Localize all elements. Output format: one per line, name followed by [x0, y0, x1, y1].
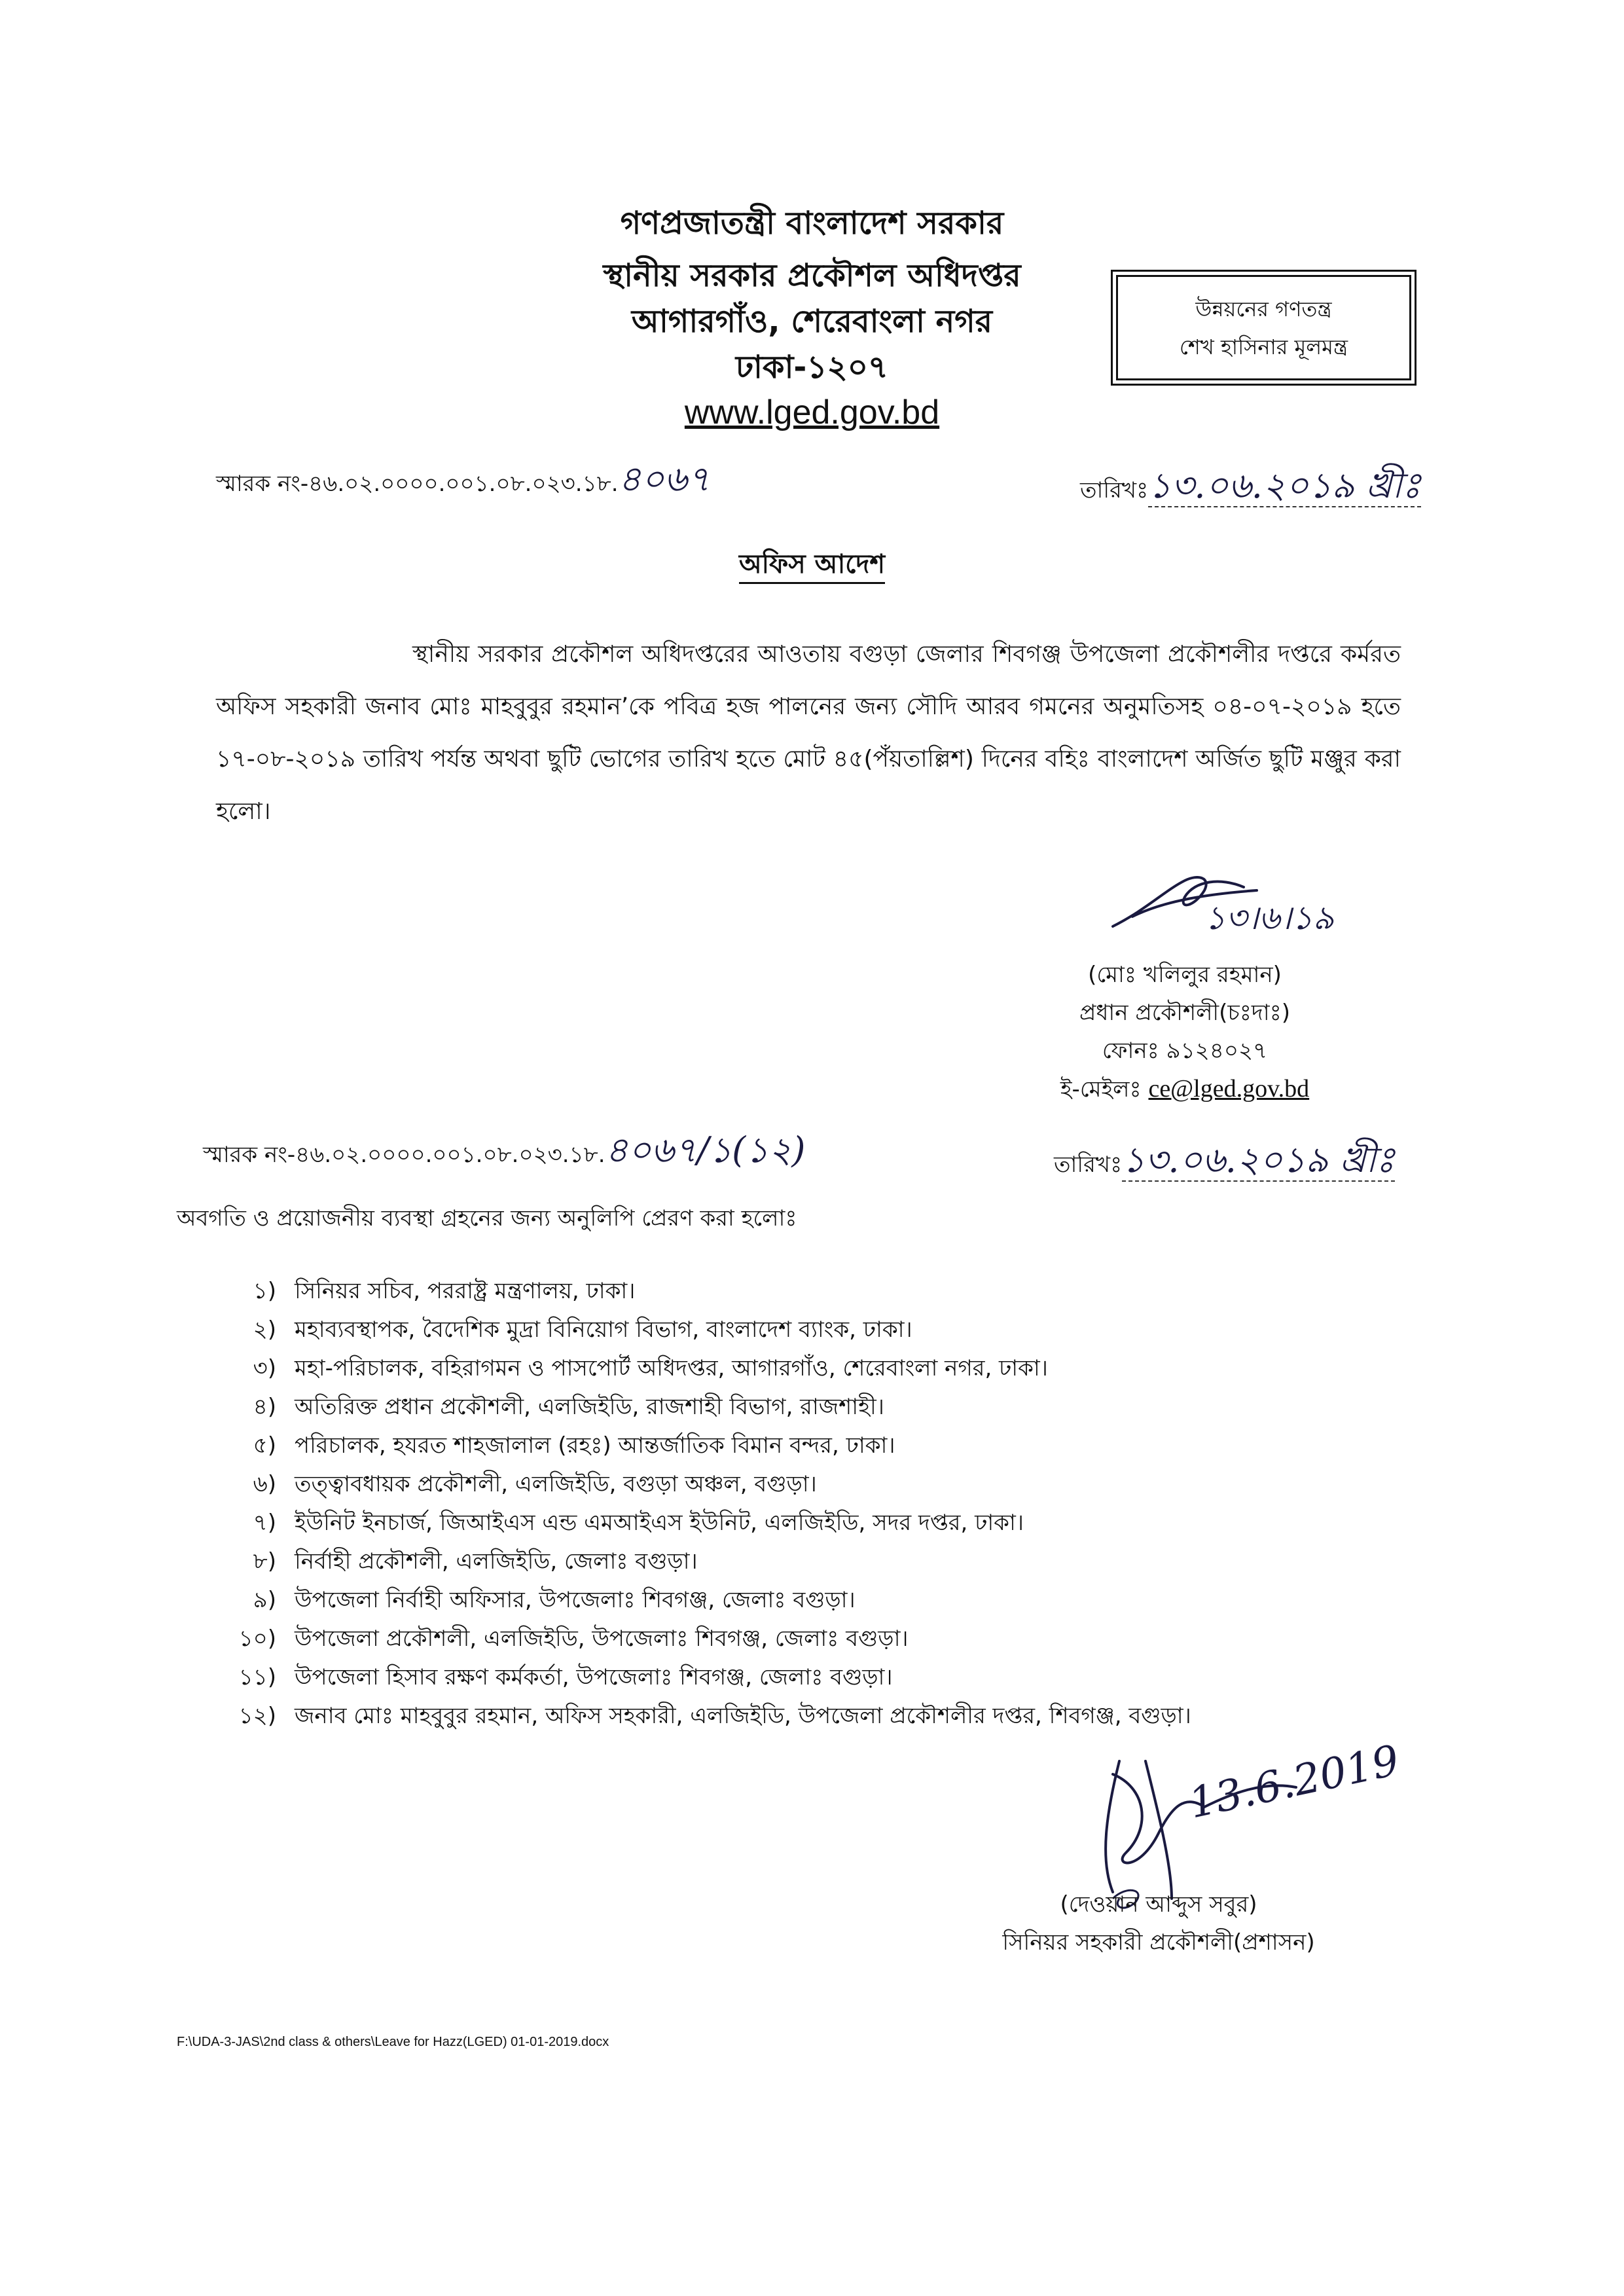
list-item [196, 1505, 1375, 1544]
list-item [196, 1660, 1375, 1698]
list-item-number: ৭) [253, 1510, 276, 1536]
list-item-text: মহাব্যবস্থাপক, বৈদেশিক মুদ্রা বিনিয়োগ বিভাগ, বাংলাদেশ ব্যাংক, ঢাকা। [295, 1317, 912, 1343]
list-item-text: উপজেলা হিসাব রক্ষণ কর্মকর্তা, উপজেলাঃ শিবগঞ্জ, জেলাঃ বগুড়া। [295, 1664, 893, 1690]
list-item-text: ইউনিট ইনচার্জ, জিআইএস এন্ড এমআইএস ইউনিট, এলজিইডি, সদর দপ্তর, ঢাকা। [295, 1510, 1024, 1536]
list-item-number: ১) [253, 1278, 276, 1304]
list-item [196, 1389, 1375, 1428]
memo-reference [216, 452, 710, 511]
signature-date-1: ১৩।৬।১৯ [1204, 899, 1335, 937]
list-item-text: নির্বাহী প্রকৌশলী, এলজিইডি, জেলাঃ বগুড়া। [295, 1548, 698, 1575]
list-item [196, 1544, 1375, 1582]
list-item-number: ৪) [253, 1394, 276, 1420]
list-item [196, 1428, 1375, 1467]
memo-reference-number-2: ৪০৬৭/১(১২) [605, 1129, 806, 1171]
website-link[interactable]: www.lged.gov.bd [684, 393, 940, 431]
slogan-line-1: উন্নয়নের গণতন্ত্র [1195, 296, 1332, 321]
list-item-text: মহা-পরিচালক, বহিরাগমন ও পাসপোর্ট অধিদপ্তর, আগারগাঁও, শেরেবাংলা নগর, ঢাকা। [295, 1355, 1048, 1381]
list-item [196, 1351, 1375, 1389]
memo-reference-2 [203, 1123, 805, 1182]
list-item-text: জনাব মোঃ মাহবুবুর রহমান, অফিস সহকারী, এলজিইডি, উপজেলা প্রকৌশলীর দপ্তর, শিবগঞ্জ, বগুড়া। [295, 1703, 1191, 1729]
memo-date-label: তারিখঃ [1080, 477, 1149, 503]
memo-date-label-2: তারিখঃ [1054, 1152, 1123, 1178]
email-label: ই-মেইলঃ [1060, 1076, 1149, 1102]
document-title-text: অফিস আদেশ [739, 549, 885, 584]
list-item [196, 1698, 1375, 1737]
list-item-number: ৮) [253, 1548, 276, 1575]
memo-date [1080, 458, 1421, 517]
list-item-text: পরিচালক, হযরত শাহজালাল (রহঃ) আন্তর্জাতিক বিমান বন্দর, ঢাকা। [295, 1432, 895, 1459]
order-body: স্থানীয় সরকার প্রকৌশল অধিদপ্তরের আওতায় বগুড়া জেলার শিবগঞ্জ উপজেলা প্রকৌশলীর দপ্তরে কর্মরত অফিস সহকারী জনাব মোঃ মাহবুবুর রহমান’কে পবিত্র হজ পালনের জন্য সৌদি আরব গমনের অনুমতিসহ ০৪-০৭-২০১৯ হতে ১৭-০৮-২০১৯ তারিখ পর্যন্ত অথবা ছুটি ভোগের তারিখ হতে মোট ৪৫(পঁয়তাল্লিশ) দিনের বহিঃ বাংলাদেশ অর্জিত ছুটি মঞ্জুর করা হলো। [216, 641, 1401, 825]
list-item [196, 1621, 1375, 1660]
department-name: স্থানীয় সরকার প্রকৌশল অধিদপ্তর [603, 257, 1021, 294]
list-item-text: অতিরিক্ত প্রধান প্রকৌশলী, এলজিইডি, রাজশাহী বিভাগ, রাজশাহী। [295, 1394, 884, 1420]
signatory-block-2 [936, 1886, 1381, 1961]
list-item-text: উপজেলা নির্বাহী অফিসার, উপজেলাঃ শিবগঞ্জ, জেলাঃ বগুড়া। [295, 1587, 856, 1613]
list-item [196, 1582, 1375, 1621]
signatory-designation-2: সিনিয়র সহকারী প্রকৌশলী(প্রশাসন) [1002, 1929, 1315, 1956]
list-item-text: উপজেলা প্রকৌশলী, এলজিইডি, উপজেলাঃ শিবগঞ্জ, জেলাঃ বগুড়া। [295, 1626, 909, 1652]
signatory-name-2: (দেওয়ান আব্দুস সবুর) [1060, 1891, 1257, 1918]
signatory-block-1 [975, 956, 1394, 1108]
city-line: ঢাকা-১২০৭ [735, 349, 889, 386]
distribution-list [196, 1273, 1375, 1737]
list-item-number: ৬) [253, 1471, 276, 1497]
list-item-number: ১২) [238, 1703, 276, 1729]
list-item-number: ৩) [253, 1355, 276, 1381]
list-item-number: ২) [253, 1317, 276, 1343]
address-line: আগারগাঁও, শেরেবাংলা নগর [631, 303, 993, 340]
distribution-intro: অবগতি ও প্রয়োজনীয় ব্যবস্থা গ্রহনের জন্য অনুলিপি প্রেরণ করা হলোঃ [177, 1205, 797, 1231]
list-item-number: ৫) [253, 1432, 276, 1459]
memo-reference-label: স্মারক নং-৪৬.০২.০০০০.০০১.০৮.০২৩.১৮. [216, 471, 619, 497]
document-title [0, 543, 1624, 587]
signatory-phone-1: ফোনঃ ৯১২৪০২৭ [1102, 1038, 1268, 1064]
list-item-text: তত্ত্বাবধায়ক প্রকৌশলী, এলজিইডি, বগুড়া অঞ্চল, বগুড়া। [295, 1471, 817, 1497]
memo-date-value: ১৩.০৬.২০১৯ খ্রীঃ [1148, 465, 1421, 506]
email-link[interactable]: ce@lged.gov.bd [1148, 1075, 1310, 1102]
list-item [196, 1312, 1375, 1351]
memo-date-2 [1054, 1133, 1395, 1192]
signatory-name-1: (মোঃ খলিলুর রহমান) [1088, 962, 1282, 988]
slogan-box [1116, 275, 1411, 380]
slogan-line-2: শেখ হাসিনার মূলমন্ত্র [1179, 334, 1348, 359]
memo-reference-number: ৪০৬৭ [618, 458, 710, 500]
list-item-text: সিনিয়র সচিব, পররাষ্ট্র মন্ত্রণালয়, ঢাকা। [295, 1278, 636, 1304]
signatory-email-1 [975, 1070, 1394, 1108]
signatory-designation-1: প্রধান প্রকৌশলী(চঃদাঃ) [1079, 1000, 1290, 1026]
signature-date-2: 13.6.2019 [1185, 1736, 1403, 1829]
memo-reference-label-2: স্মারক নং-৪৬.০২.০০০০.০০১.০৮.০২৩.১৮. [203, 1142, 605, 1168]
list-item [196, 1467, 1375, 1505]
list-item-number: ১১) [238, 1664, 276, 1690]
list-item [196, 1273, 1375, 1312]
list-item-number: ১০) [238, 1626, 276, 1652]
govt-name: গণপ্রজাতন্ত্রী বাংলাদেশ সরকার [620, 205, 1004, 242]
list-item-number: ৯) [253, 1587, 276, 1613]
memo-date-value-2: ১৩.০৬.২০১৯ খ্রীঃ [1122, 1139, 1395, 1180]
file-path: F:\UDA-3-JAS\2nd class & others\Leave for Hazz(LGED) 01-01-2019.docx [177, 2035, 609, 2049]
